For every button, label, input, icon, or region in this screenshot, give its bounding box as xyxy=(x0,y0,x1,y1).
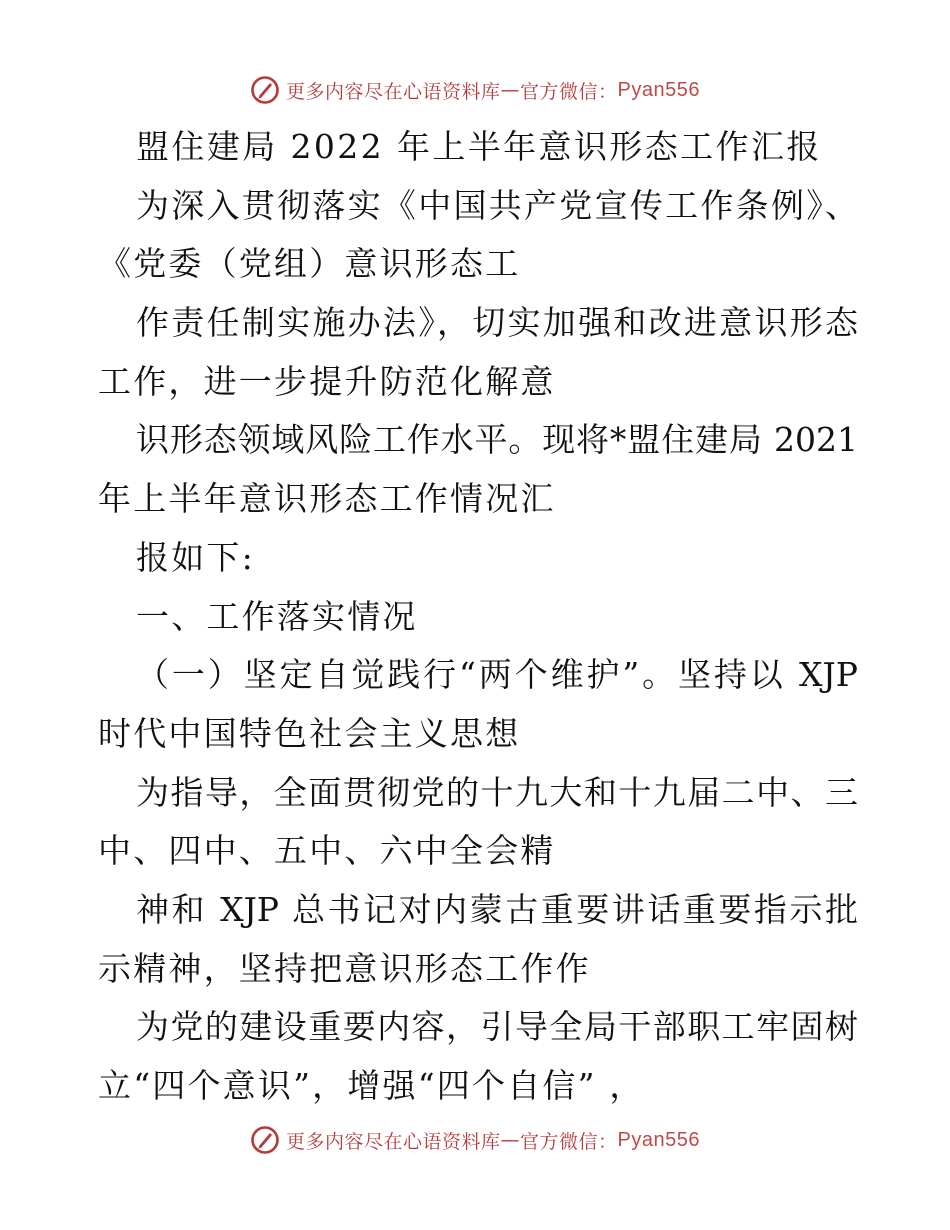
watermark-text: 更多内容尽在心语资料库 xyxy=(286,1130,501,1153)
watermark-separator: — xyxy=(500,79,521,101)
paragraph-line: 中、四中、五中、六中全会精 xyxy=(98,831,556,871)
paragraph-line: 立“四个意识”，增强“四个自信” ， xyxy=(98,1066,645,1105)
watermark-wechat-id: Pyan556 xyxy=(617,78,700,101)
section-heading: 一、工作落实情况 xyxy=(136,596,418,636)
header-watermark xyxy=(0,70,950,110)
watermark-wechat-id: Pyan556 xyxy=(617,1128,700,1151)
paragraph-line: 神和 XJP 总书记对内蒙古重要讲话重要指示批 xyxy=(136,889,858,929)
watermark-wechat-label: 官方微信： xyxy=(520,80,618,103)
document-body xyxy=(98,118,858,1116)
paragraph-line: 为指导，全面贯彻党的十九大和十九届二中、三 xyxy=(136,772,858,812)
watermark-text: 更多内容尽在心语资料库 xyxy=(286,80,501,103)
paragraph-line: 为深入贯彻落实《中国共产党宣传工作条例》、 xyxy=(136,185,858,225)
paragraph-line: 识形态领域风险工作水平。现将*盟住建局 2021 xyxy=(136,420,858,460)
quill-logo-icon xyxy=(250,75,280,105)
paragraph-line: 示精神，坚持把意识形态工作作 xyxy=(98,948,591,988)
paragraph-line: 年上半年意识形态工作情况汇 xyxy=(98,479,556,519)
footer-watermark xyxy=(0,1120,950,1160)
subsection-heading: （一）坚定自觉践行“两个维护”。坚持以 XJP xyxy=(136,655,858,695)
paragraph-line: 《党委（党组）意识形态工 xyxy=(98,244,521,284)
quill-logo-icon xyxy=(250,1125,280,1155)
paragraph-line: 作责任制实施办法》，切实加强和改进意识形态 xyxy=(136,303,858,343)
watermark-separator: — xyxy=(500,1129,521,1151)
document-title: 盟住建局 2022 年上半年意识形态工作汇报 xyxy=(136,127,822,166)
paragraph-line: 时代中国特色社会主义思想 xyxy=(98,713,521,753)
paragraph-line: 报如下: xyxy=(136,537,255,577)
watermark-wechat-label: 官方微信： xyxy=(520,1130,618,1153)
paragraph-line: 工作，进一步提升防范化解意 xyxy=(98,361,556,401)
paragraph-line: 为党的建设重要内容，引导全局干部职工牢固树 xyxy=(136,1007,858,1047)
